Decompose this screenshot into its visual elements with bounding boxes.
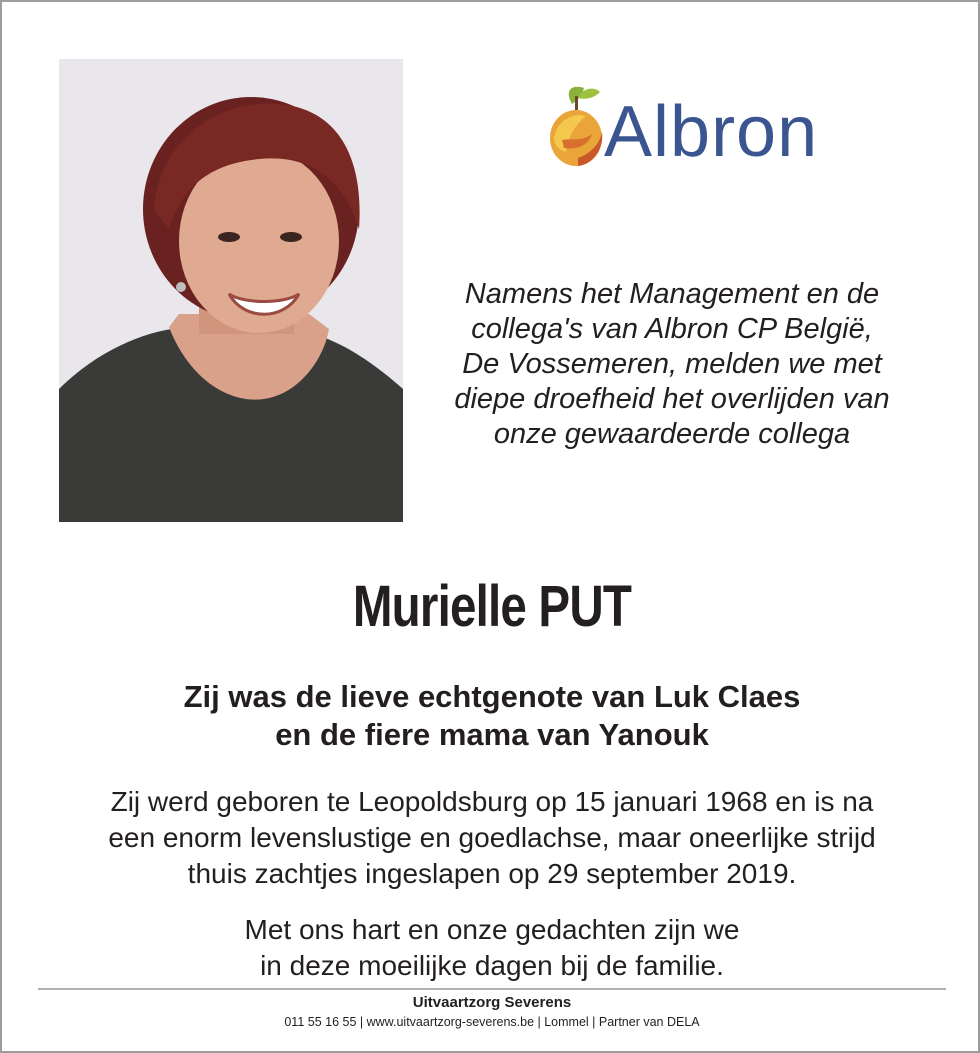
- intro-line: Namens het Management en de: [464, 278, 880, 310]
- intro-line: collega's van Albron CP België,: [471, 313, 873, 345]
- closing-line: Met ons hart en onze gedachten zijn we: [244, 914, 740, 945]
- closing-line: in deze moeilijke dagen bij de familie.: [260, 950, 724, 981]
- biography-text: [2, 784, 980, 892]
- footer-divider: [38, 988, 946, 990]
- relation-line: Zij was de lieve echtgenote van Luk Claes: [183, 679, 801, 714]
- intro-line: onze gewaardeerde collega: [493, 418, 851, 450]
- portrait-photo: [59, 59, 403, 522]
- funeral-home-contact: 011 55 16 55 | www.uitvaartzorg-severens.be | Lommel | Partner van DELA: [284, 1015, 700, 1029]
- logo-wordmark: Albron: [604, 92, 819, 172]
- intro-line: De Vossemeren, melden we met: [462, 348, 882, 380]
- fruit-icon: [542, 82, 612, 172]
- deceased-name: Murielle PUT: [352, 574, 632, 639]
- closing-text: [2, 912, 980, 984]
- relation-text: [2, 678, 980, 754]
- albron-logo: [542, 82, 872, 182]
- funeral-home-name: Uitvaartzorg Severens: [412, 994, 572, 1011]
- relation-line: en de fiere mama van Yanouk: [275, 717, 709, 752]
- intro-line: diepe droefheid het overlijden van: [454, 383, 890, 415]
- intro-message: [422, 277, 922, 452]
- bio-line: een enorm levenslustige en goedlachse, maar oneerlijke strijd: [108, 822, 876, 853]
- bio-line: thuis zachtjes ingeslapen op 29 september 2019.: [187, 858, 797, 889]
- bio-line: Zij werd geboren te Leopoldsburg op 15 januari 1968 en is na: [110, 786, 874, 817]
- portrait-illustration: [59, 59, 403, 522]
